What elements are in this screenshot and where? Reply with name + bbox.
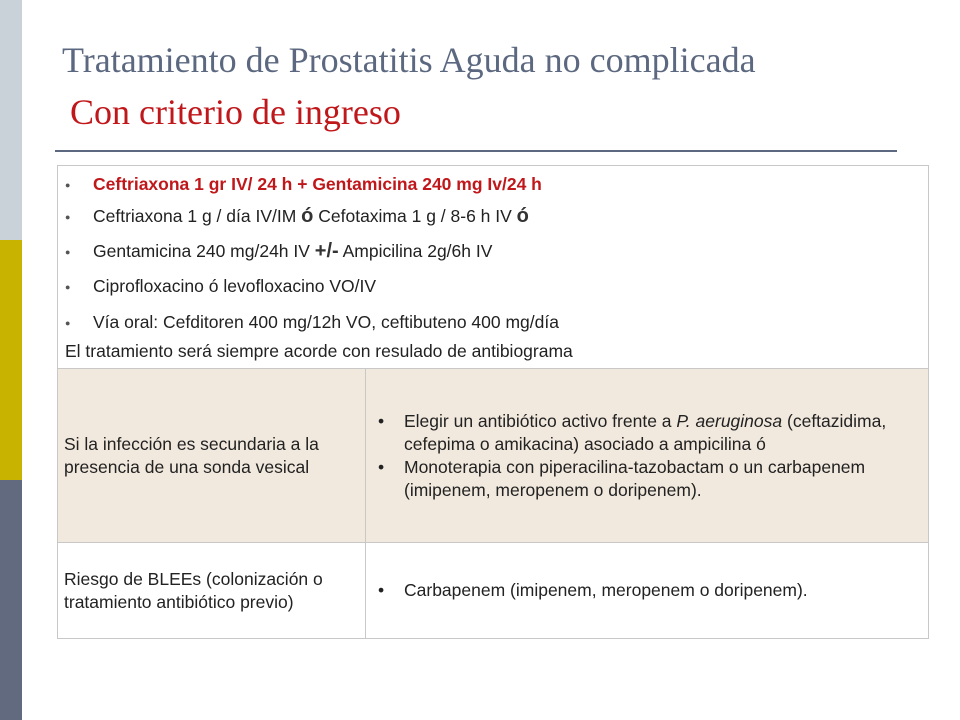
treatment-cell <box>366 369 929 543</box>
table-row <box>58 369 929 543</box>
treatment-cell <box>366 543 929 639</box>
bullet-5 <box>63 311 559 334</box>
bullet-2 <box>63 205 529 228</box>
bullet-2-sep1: ó <box>301 205 314 227</box>
condition-cell: Riesgo de BLEEs (colonización o tratamiento antibiótico previo) <box>58 543 366 639</box>
bullet-4 <box>63 275 376 298</box>
bullet-dot: ● <box>65 282 71 293</box>
bullet-3-b: Ampicilina 2g/6h IV <box>338 241 493 261</box>
treatment-item: • Elegir un antibiótico activo frente a P. aeruginosa (ceftazidima, cefepima o amikacina) asociado a ampicilina ó <box>372 410 914 456</box>
bullet-2-a: Ceftriaxona 1 g / día IV/IM <box>93 206 302 226</box>
slide-subtitle: Con criterio de ingreso <box>70 92 401 132</box>
condition-cell: Si la infección es secundaria a la presencia de una sonda vesical <box>58 369 366 543</box>
bullet-3-a: Gentamicina 240 mg/24h IV <box>93 241 315 261</box>
bullet-dot: ● <box>65 180 71 191</box>
side-bar-top <box>0 0 22 240</box>
bullet-3-sep: +/- <box>314 240 339 262</box>
bullet-3 <box>63 240 492 263</box>
antibiogram-note: El tratamiento será siempre acorde con resulado de antibiograma <box>65 341 573 361</box>
side-bar-bottom <box>0 480 22 720</box>
special-cases-table <box>57 368 929 639</box>
bullet-dot: ● <box>65 318 71 329</box>
bullet-4-text: Ciprofloxacino ó levofloxacino VO/IV <box>93 276 377 296</box>
bullet-dot: ● <box>65 247 71 258</box>
bullet-dot: ● <box>65 212 71 223</box>
bullet-5-text: Vía oral: Cefditoren 400 mg/12h VO, ceftibuteno 400 mg/día <box>93 312 559 332</box>
bullet-1-text: Ceftriaxona 1 gr IV/ 24 h + Gentamicina 240 mg Iv/24 h <box>93 174 542 194</box>
treatment-item: • Monoterapia con piperacilina-tazobactam o un carbapenem (imipenem, meropenem o doripenem). <box>372 456 914 502</box>
treatment-item: • Carbapenem (imipenem, meropenem o doripenem). <box>372 579 914 602</box>
title-divider <box>55 150 897 152</box>
side-bar-middle <box>0 240 22 480</box>
slide-title: Tratamiento de Prostatitis Aguda no complicada <box>62 40 756 80</box>
table-row <box>58 543 929 639</box>
bullet-1 <box>63 173 542 196</box>
bullet-2-b: Cefotaxima 1 g / 8-6 h IV <box>313 206 517 226</box>
bullet-2-sep2: ó <box>516 205 529 227</box>
